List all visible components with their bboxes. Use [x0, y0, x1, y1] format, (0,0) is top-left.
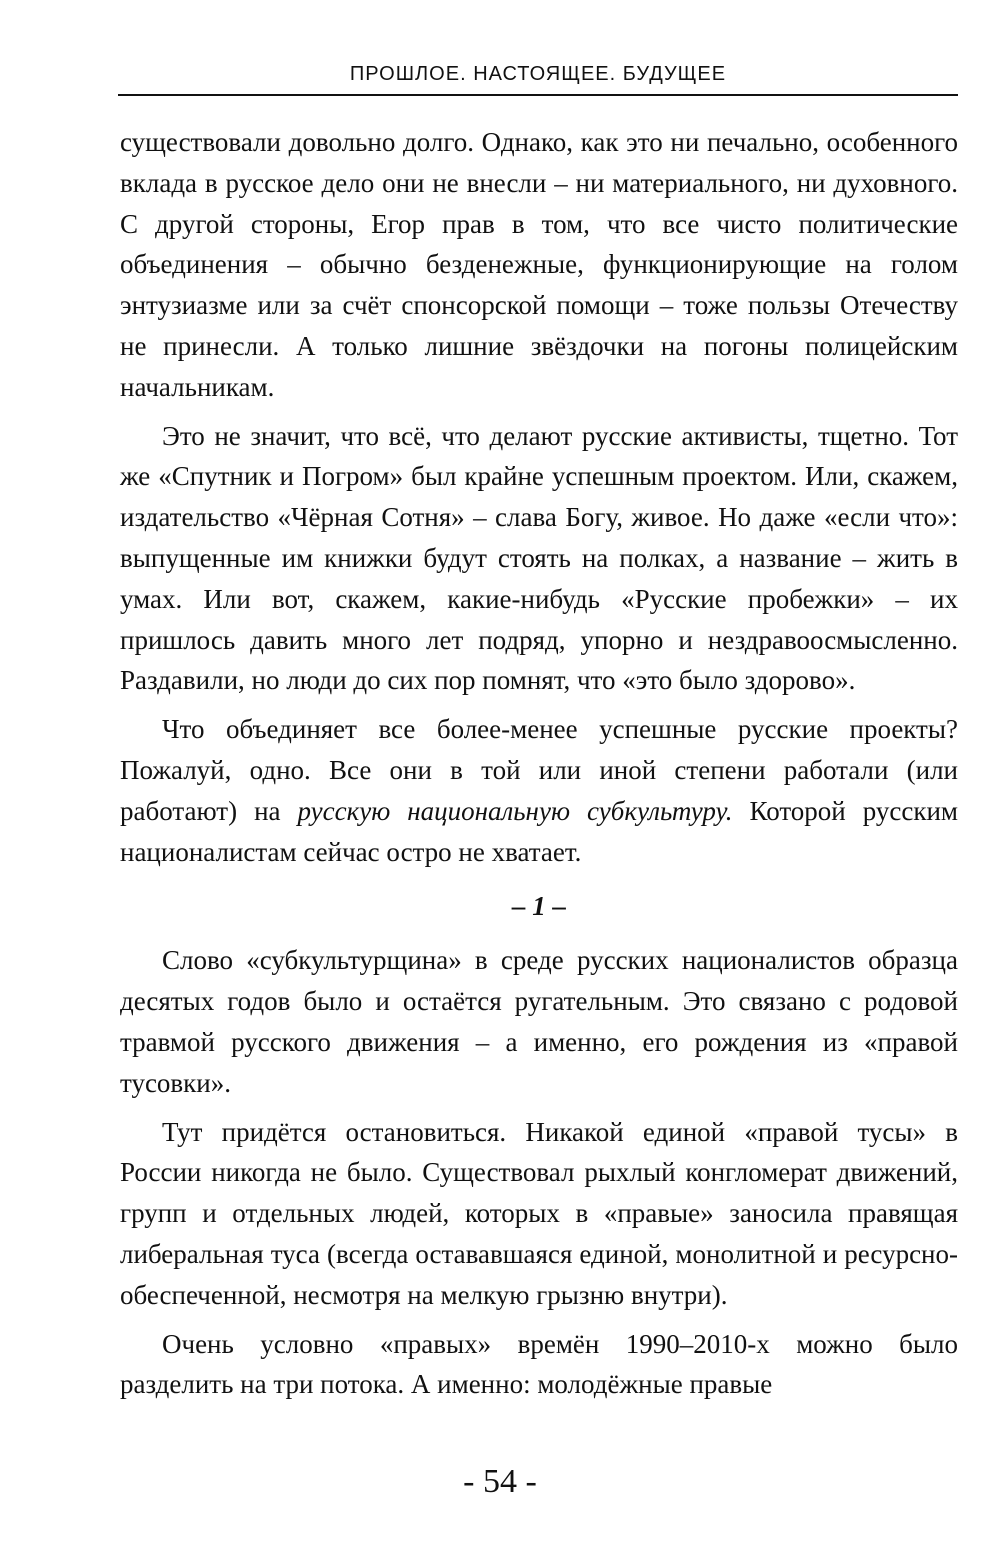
section-mark: – 1 – [512, 891, 566, 922]
paragraph-3-start: Что объединяет все более-менее успешные русские проекты? Пожалуй, одно. Все они в той или иной степени работали (или работают) на [120, 714, 958, 826]
running-header: ПРОШЛОЕ. НАСТОЯЩЕЕ. БУДУЩЕЕ [349, 63, 727, 85]
paragraph-3-end: Которой русским националистам сейчас остро не хватает. [120, 795, 958, 867]
page-body [120, 122, 958, 1413]
paragraph-1: существовали довольно долго. Однако, как это ни печально, особенного вклада в русское дело они не внесли – ни материального, ни духовного. С другой стороны, Егор прав в том, что все чисто политические объединения – обычно безденежные, функционирующие на голом энтузиазме или за счёт спонсорской помощи – тоже пользы Отечеству не принесли. А только лишние звёздочки на погоны полицейским начальникам. [120, 127, 958, 402]
paragraph-4: Слово «субкультурщина» в среде русских националистов образца десятых годов было и остаётся ругательным. Это связано с родовой травмой русского движения – а именно, его рождения из «правой тусовки». [120, 945, 958, 1098]
paragraph-6: Очень условно «правых» времён 1990–2010-х можно было разделить на три потока. А именно: молодёжные правые [120, 1328, 958, 1400]
header-rule [118, 94, 958, 96]
emphasis-subculture: русскую национальную субкультуру. [297, 795, 733, 826]
page-number: - 54 - [463, 1463, 537, 1500]
paragraph-5: Тут придётся остановиться. Никакой единой «правой тусы» в России никогда не было. Существовал рыхлый конгломерат движений, групп и отдельных людей, которых в «правые» заносила правящая либеральная туса (всегда остававшаяся единой, монолитной и ресурсно-обеспеченной, несмотря на мелкую грызню внутри). [120, 1116, 958, 1310]
paragraph-2: Это не значит, что всё, что делают русские активисты, тщетно. Тот же «Спутник и Погром» был крайне успешным проектом. Или, скажем, издательство «Чёрная Сотня» – слава Богу, живое. Но даже «если что»: выпущенные им книжки будут стоять на полках, а название – жить в умах. Или вот, скажем, какие-нибудь «Русские пробежки» – их пришлось давить много лет подряд, упорно и нездравоосмысленно. Раздавили, но люди до сих пор помнят, что «это было здорово». [120, 420, 958, 696]
paragraph-3 [120, 709, 958, 872]
